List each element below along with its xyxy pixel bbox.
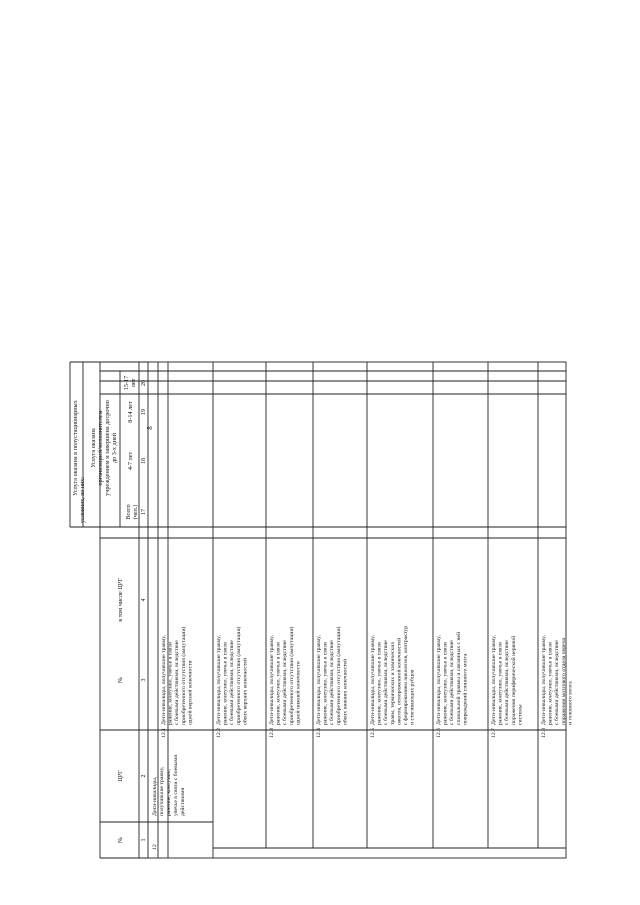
row-number: 12.7 [491, 728, 497, 738]
col-number: 19 [141, 409, 147, 415]
row-description-line: с боевыми действиями, вследствие [554, 640, 561, 725]
group-crg-line: Дети-инвалиды, [152, 776, 158, 816]
row-description-line: поражения периферической нервной [510, 635, 517, 725]
row-description-line: поражения мозгового отдела черепа [560, 637, 567, 725]
row-description-line: с боевыми действиями, вследствие [329, 640, 336, 725]
row-description-line: Дети-инвалиды, получившие травму, [316, 635, 322, 725]
row-number: 12.6 [436, 728, 442, 738]
row-description-line: ранение, контузию, увечье в связи [322, 642, 329, 725]
col-number: 1 [141, 838, 147, 842]
row-description-line: Дети-инвалиды, получившие травму, [216, 635, 222, 725]
row-description-line: ранение, контузию, увечье в связи [547, 642, 554, 725]
row-description-line: с формированием анкилозов, контрактур [403, 625, 409, 725]
col-no-header: № [117, 837, 124, 843]
sub-header-line4: до 3-х дней [111, 432, 118, 464]
col-number: 17 [141, 509, 147, 515]
row-description-line: Дети-инвалиды, получившие травму, [491, 635, 497, 725]
table-row [538, 635, 573, 738]
table-rows [158, 626, 573, 738]
row-description-line: приобретенного отсутствия (ампутации) [235, 626, 242, 725]
age-15-17-line2: лет [130, 378, 137, 388]
row-description-line: приобретенного отсутствия (ампутации) [180, 626, 187, 725]
row-description-line: ранение, контузию, увечье в связи [442, 642, 449, 725]
group-number: 12 [152, 844, 158, 850]
row-description-line: и стягивающих рубцов [409, 669, 416, 725]
col-number: 3 [141, 678, 147, 682]
group-title-line2: условиях, из них: [79, 476, 86, 524]
age-8-14-header: 8-14 лет [127, 401, 134, 423]
row-description-line: ожогов, отмороженной конечностей [396, 637, 403, 725]
header-texts [72, 376, 139, 843]
age-4-7-header: 4-7 лет [127, 451, 134, 471]
total-header-line2: (чел.) [132, 504, 139, 520]
row-description-line: с боевыми действиями, вследствие [282, 640, 289, 725]
row-description-line: Дети-инвалиды, получившие травму, [436, 635, 442, 725]
data-table [59, 0, 566, 858]
table-row [158, 627, 213, 738]
row-description-line: приобретенного отсутствия (ампутации) [335, 626, 342, 725]
row-description-line: ранение, контузию, увечье в связи [167, 642, 174, 725]
col-incl-header: в том числе ЦРГ [117, 578, 124, 622]
table-row [488, 635, 538, 738]
sub-header-line1: Услуга оказана [90, 428, 97, 468]
row-number: 12.2 [216, 728, 222, 738]
row-description-line: ранение, контузию, увечье в связи [497, 642, 504, 725]
row-description-line: Дети-инвалиды, получившие травму, [269, 635, 275, 725]
group-title-line1: Услуга оказана в полустационарных [72, 400, 79, 496]
group-crg-line: ранение, контузию, [166, 769, 172, 816]
row-description-line: и головного мозга [567, 681, 574, 725]
row-description-line: ранение, контузию, увечье в связи [376, 642, 383, 725]
table-row [433, 632, 488, 738]
group-row [152, 755, 186, 850]
row-description-line: Дети-инвалиды, получившие травму, [541, 635, 547, 725]
sub-header-line2: организацией/исполнителем [97, 410, 104, 486]
row-description-line: Дети-инвалиды, получившие травму, [161, 635, 167, 725]
col-number: 2 [141, 774, 147, 778]
group-crg-line: действиями [180, 787, 186, 816]
col-no2-header: № [117, 677, 124, 683]
sub-header-line3: учреждением и завершена досрочно [104, 400, 111, 496]
group-crg-line: увечье в связи с боевыми [173, 754, 179, 816]
table-row [266, 627, 313, 738]
row-description-line: повреждений спинного мозга [462, 653, 469, 725]
row-description-line: с боевыми действиями, вследствие [449, 640, 456, 725]
row-description-line: приобретенного отсутствия (ампутации) [288, 626, 295, 725]
row-number: 12.8 [541, 728, 547, 738]
row-number: 12.4 [316, 728, 322, 738]
row-description-line: ранение, контузию, увечье в связи [275, 642, 282, 725]
col-number: 20 [141, 380, 147, 386]
row-number: 12.1 [161, 728, 167, 738]
row-number: 12.3 [269, 728, 275, 738]
table-frame [148, 362, 566, 858]
row-description-line: обеих верхних конечностей [242, 658, 249, 725]
row-number: 12.5 [370, 728, 376, 738]
total-header-line1: Всего [125, 504, 132, 520]
table-row [313, 627, 367, 738]
col-crg-header: ЦРГ [117, 770, 124, 782]
row-description-line: обеих нижних конечностей [342, 658, 349, 725]
table-row [367, 626, 433, 738]
row-description-line: с боевыми действиями, вследствие [229, 640, 236, 725]
row-description-line: Дети-инвалиды, получившие травму, [370, 635, 376, 725]
row-description-line: одной верхней конечности [187, 660, 194, 725]
page-number: 8 [146, 426, 154, 430]
row-description-line: травм, термических и химических [389, 641, 396, 725]
column-numbers [141, 380, 147, 842]
row-description-line: одной нижней конечности [295, 661, 302, 725]
col-number: 4 [141, 598, 147, 602]
age-15-17-line1: 15-17 [123, 375, 130, 391]
row-description-line: с боевыми действиями, вследствие [504, 640, 511, 725]
group-crg-line: получившие травму, [159, 766, 165, 816]
row-description-line: ранение, контузию, увечье в связи [222, 642, 229, 725]
col-number: 18 [141, 458, 147, 464]
row-description-line: системы [517, 704, 524, 725]
row-description-line: с боевыми действиями, вследствие [174, 640, 181, 725]
row-description-line: спинальной травмы и связанных с ней [455, 631, 462, 725]
row-description-line: с боевыми действиями, вследствие [383, 640, 390, 725]
table-row [213, 627, 266, 738]
